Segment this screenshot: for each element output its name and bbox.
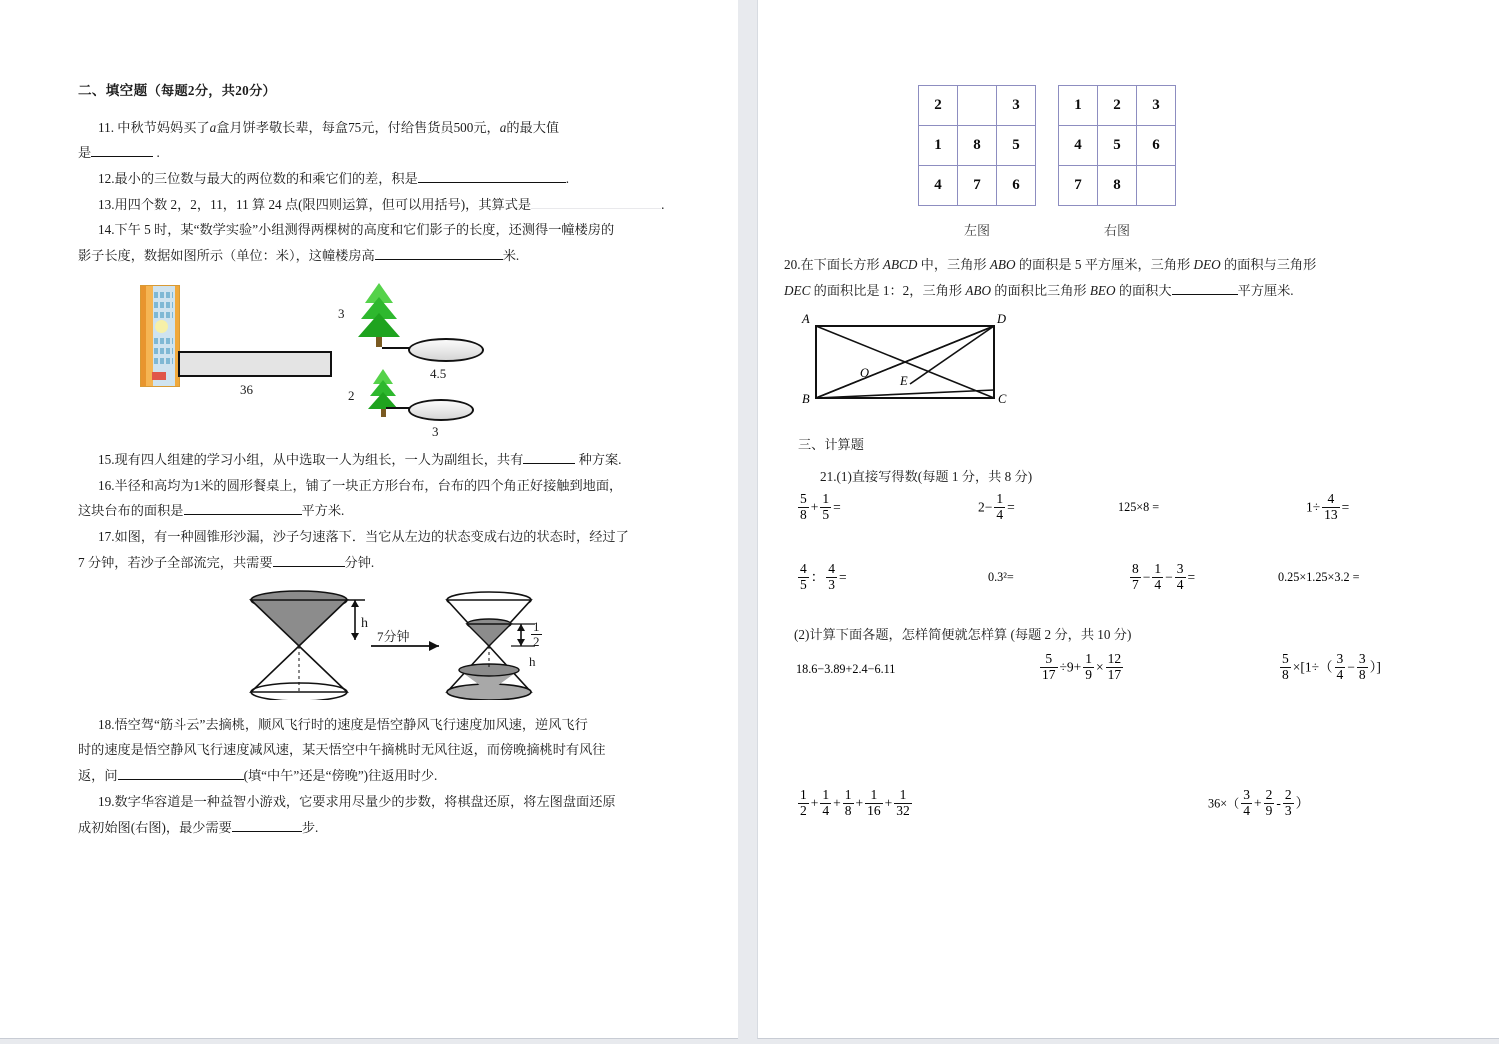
point-label-C: C	[998, 392, 1007, 406]
e12-bn: 1	[996, 491, 1004, 506]
e33-an: 5	[1282, 651, 1289, 666]
section3-title: 三、计算题	[798, 437, 864, 452]
e23-op2: −	[1165, 569, 1173, 585]
point-label-B: B	[802, 392, 810, 406]
e23-an: 8	[1132, 561, 1139, 576]
expr-2-1	[796, 562, 847, 592]
expr-2-2: 0.3²=	[988, 570, 1014, 584]
e12-op: −	[984, 499, 993, 515]
q20-abo-1: ABO	[989, 257, 1016, 272]
e33-tail: ）]	[1369, 659, 1381, 675]
point-label-O: O	[860, 366, 870, 380]
expr-3-3	[1278, 652, 1381, 682]
cell-0-1[interactable]	[958, 86, 997, 126]
q11-text-d: 元，	[473, 119, 500, 135]
q20-e: 的面积比是 1：2，三角形	[810, 282, 966, 298]
page-left	[0, 0, 738, 1039]
e41-op1: +	[810, 795, 819, 811]
e41-n3: 1	[844, 787, 852, 802]
right-height-den: 2	[533, 633, 540, 649]
q11-answer-blank[interactable]	[91, 156, 153, 157]
question-17	[78, 524, 698, 575]
q11-line2-a: 是	[78, 145, 92, 161]
tree1-height-label: 3	[338, 305, 345, 321]
e33-ad: 8	[1282, 666, 1289, 682]
e42-ad: 4	[1243, 802, 1250, 818]
q18-num: 18.	[98, 716, 115, 732]
e11-ad: 8	[800, 506, 807, 522]
e14-lead: 1	[1306, 499, 1313, 515]
e41-n2: 1	[822, 787, 830, 802]
rcell-0-0[interactable]: 1	[1059, 86, 1098, 126]
e32-cd: 17	[1107, 666, 1122, 682]
building-shadow-bar	[178, 351, 332, 377]
tree2-height-label: 2	[348, 387, 355, 403]
q16-line2-a: 这块台布的面积是	[78, 503, 184, 519]
q18-line2: 时的速度是悟空静风飞行速度减风速，某天悟空中午摘桃时无风往返，而傍晚摘桃时有风往	[78, 742, 606, 758]
e41-op2: +	[833, 795, 841, 811]
q12-answer-blank[interactable]	[418, 182, 566, 183]
q14-line1: 下午 5 时，某“数学实验”小组测得两棵树的高度和它们影子的长度，还测得一幢楼房的	[114, 222, 615, 238]
question-12	[78, 166, 698, 192]
q16-answer-blank[interactable]	[184, 514, 302, 515]
figure-hourglass-cones	[243, 588, 543, 698]
e21-bd: 3	[828, 576, 835, 592]
q13-num: 13.	[98, 196, 115, 212]
right-height-unit: h	[529, 653, 536, 669]
q15-answer-blank[interactable]	[523, 463, 575, 464]
e42-cn: 2	[1284, 787, 1292, 802]
puzzle-grid-left-wrapper	[918, 85, 1036, 239]
e41-d5: 32	[896, 802, 910, 818]
q20-answer-blank[interactable]	[1172, 294, 1238, 295]
q16-num: 16.	[98, 477, 115, 493]
expr-1-4	[1306, 492, 1349, 522]
e32-bd: 9	[1085, 666, 1093, 682]
e42-op2: -	[1276, 795, 1281, 811]
q19-line2-b: 步.	[301, 819, 319, 835]
q17-line2-a: 7 分钟，若沙子全部流完，共需要	[78, 554, 273, 570]
q20-dec: DEC	[784, 282, 811, 298]
section-heading-calculation	[798, 432, 1478, 489]
e33-cn: 3	[1358, 651, 1366, 666]
puzzle-left-caption: 左图	[963, 223, 990, 238]
rcell-2-0[interactable]: 7	[1059, 166, 1098, 206]
hourglass-arrow-label: 7分钟	[377, 628, 410, 644]
q12-text-b: .	[565, 170, 570, 186]
cell-2-2[interactable]: 6	[997, 166, 1036, 206]
e33-bd: 4	[1336, 666, 1344, 682]
q20-d: 的面积与三角形	[1220, 257, 1317, 272]
e42-bn: 2	[1265, 787, 1273, 802]
expr-1-3: 125×8 =	[1118, 500, 1160, 514]
expr-1-1	[796, 492, 841, 522]
point-label-D: D	[997, 312, 1007, 326]
rcell-2-1[interactable]: 8	[1098, 166, 1137, 206]
q19-line2-a: 成初始图(右图)，最少需要	[78, 819, 232, 835]
q20-h: 平方厘米.	[1237, 282, 1294, 298]
q17-answer-blank[interactable]	[273, 566, 345, 567]
e32-mid: ÷9+	[1059, 659, 1082, 675]
rcell-2-2[interactable]	[1137, 166, 1176, 206]
q20-beo: BEO	[1089, 282, 1116, 298]
e23-bn: 1	[1154, 561, 1162, 576]
e11-eq: =	[833, 499, 841, 515]
q17-line2-b: 分钟.	[344, 554, 375, 570]
point-label-A: A	[802, 312, 810, 326]
q17-num: 17.	[98, 529, 115, 545]
e41-n4: 1	[870, 787, 878, 802]
q21-part2-heading: (2)计算下面各题，怎样简便就怎样算 (每题 2 分，共 10 分)	[794, 627, 1132, 642]
e41-d1: 2	[800, 802, 807, 818]
q17-line1: 如图，有一种圆锥形沙漏，沙子匀速落下．当它从左边的状态变成右边的状态时，经过了	[114, 529, 629, 545]
q18-line3-a: 返，问	[78, 768, 118, 784]
q13-text-b: .	[661, 196, 665, 212]
e11-bd: 5	[822, 506, 830, 522]
e41-d2: 4	[822, 802, 830, 818]
expr-3-2	[1038, 652, 1125, 682]
figure-rectangle-abcd	[798, 312, 1023, 417]
e42-tail: ）	[1295, 795, 1310, 811]
q18-line1: 悟空驾“筋斗云”去摘桃，顺风飞行时的速度是悟空静风飞行速度加风速，逆风飞行	[114, 716, 588, 732]
rcell-0-1[interactable]: 2	[1098, 86, 1137, 126]
e32-op: ×	[1096, 659, 1104, 675]
expr-4-1	[796, 788, 914, 818]
rcell-1-1[interactable]: 5	[1098, 126, 1137, 166]
q19-answer-blank[interactable]	[232, 831, 302, 832]
rcell-0-2[interactable]: 3	[1137, 86, 1176, 126]
q11-num-500: 500	[453, 119, 474, 135]
puzzle-grid-right-wrapper	[1058, 85, 1176, 239]
e32-bn: 1	[1085, 651, 1093, 666]
q12-num: 12.	[98, 170, 115, 186]
e33-mid: ×[1÷（	[1292, 659, 1333, 675]
left-column	[78, 78, 698, 840]
right-height-num: 1	[533, 618, 540, 634]
cell-2-0[interactable]: 4	[919, 166, 958, 206]
e21-eq: =	[839, 569, 847, 585]
q14-answer-blank[interactable]	[375, 259, 503, 260]
cell-1-1[interactable]: 8	[958, 126, 997, 166]
q20-a: 20.在下面长方形	[784, 257, 883, 272]
e11-an: 5	[800, 491, 807, 506]
e23-cd: 4	[1176, 576, 1184, 592]
q11-text-e: 的最大值	[506, 119, 560, 135]
e41-n5: 1	[899, 787, 907, 802]
section-heading-score: （每题2分，共20分）	[147, 83, 277, 98]
tree2-shadow-label: 3	[432, 423, 439, 439]
e42-cd: 3	[1284, 802, 1292, 818]
q15-text-a: 现有四人组建的学习小组，从中选取一人为组长，一人为副组长，共有	[114, 451, 524, 467]
q11-text-c: 元，付给售货员	[361, 119, 454, 135]
q19-num: 19.	[98, 793, 115, 809]
figure-building-trees-shadows	[140, 283, 540, 439]
e23-cn: 3	[1176, 561, 1184, 576]
e21-op: ：	[810, 569, 825, 585]
e21-an: 4	[800, 561, 807, 576]
q20-b: 中，三角形	[917, 257, 990, 272]
cell-2-1[interactable]: 7	[958, 166, 997, 206]
q14-line2-a: 影子长度，数据如图所示（单位：米），这幢楼房高	[78, 248, 375, 264]
question-14	[78, 217, 698, 268]
expr-2-3	[1128, 562, 1195, 592]
q20-abo-2: ABO	[965, 282, 991, 298]
expr-3-1: 18.6−3.89+2.4−6.11	[796, 662, 896, 676]
e41-op3: +	[855, 795, 864, 811]
e14-bn: 4	[1327, 491, 1335, 506]
q11-line2-b: .	[156, 145, 160, 161]
e32-an: 5	[1045, 651, 1053, 666]
q11-text-a: 中秋节妈妈买了	[117, 119, 210, 135]
puzzle-grid-left[interactable]	[918, 85, 1036, 206]
e21-ad: 5	[800, 576, 807, 592]
rcell-1-0[interactable]: 4	[1059, 126, 1098, 166]
e32-cn: 12	[1107, 651, 1122, 666]
rectangle-abcd-svg	[798, 312, 1023, 417]
q21-part1-heading: 21.(1)直接写得数(每题 1 分，共 8 分)	[820, 468, 1033, 484]
q12-text-a: 最小的三位数与最大的两位数的和乘它们的差，积是	[114, 170, 418, 186]
q19-line1: 数字华容道是一种益智小游戏，它要求用尽量少的步数，将棋盘还原，将左图盘面还原	[114, 793, 616, 809]
q11-num: 11.	[98, 119, 114, 135]
e12-bd: 4	[996, 506, 1004, 522]
q11-var-a2: a	[499, 119, 507, 135]
expr-2-4: 0.25×1.25×3.2 =	[1278, 570, 1360, 584]
e23-ad: 7	[1132, 576, 1139, 592]
e33-bn: 3	[1336, 651, 1344, 666]
e32-ad: 17	[1042, 666, 1056, 682]
e41-d3: 8	[844, 802, 852, 818]
q15-text-b: 种方案.	[578, 451, 622, 467]
q11-text-b: 盒月饼孝敬长辈，每盒	[216, 119, 349, 135]
building-icon	[140, 285, 180, 387]
question-13	[78, 192, 698, 218]
e42-op1: +	[1254, 795, 1262, 811]
q13-text-a: 用四个数 2，2，11，11 算 24 点(限四则运算，但可以用括号)，其算式是	[114, 196, 532, 212]
e11-bn: 1	[822, 491, 830, 506]
q11-num-75: 75	[348, 119, 362, 135]
section-heading-label: 二、填空题	[78, 83, 148, 98]
q15-num: 15.	[98, 451, 115, 467]
e41-op4: +	[884, 795, 893, 811]
q11-var-a1: a	[209, 119, 217, 135]
e23-bd: 4	[1154, 576, 1162, 592]
expr-4-2	[1208, 788, 1309, 818]
e12-lead: 2	[978, 499, 985, 515]
e21-bn: 4	[828, 561, 835, 576]
q16-line2-b: 平方米.	[301, 503, 345, 519]
q20-g: 的面积大	[1115, 282, 1172, 298]
q20-deo: DEO	[1193, 257, 1221, 272]
question-16	[78, 473, 698, 524]
expr-1-2	[978, 492, 1015, 522]
e41-d4: 16	[867, 802, 881, 818]
e12-eq: =	[1007, 499, 1015, 515]
e33-op: −	[1347, 659, 1355, 675]
q14-num: 14.	[98, 222, 115, 238]
q20-f: 的面积比三角形	[990, 282, 1090, 298]
hourglass-right-height-label	[529, 620, 544, 674]
q14-line2-b: 米.	[502, 248, 520, 264]
q20-abcd: ABCD	[882, 257, 918, 272]
tree1-shadow-ellipse	[408, 338, 484, 362]
e14-eq: =	[1341, 499, 1350, 515]
e42-lead: 36×（	[1208, 796, 1240, 811]
e23-op1: −	[1142, 569, 1151, 585]
e14-bd: 13	[1324, 506, 1338, 522]
e42-bd: 9	[1265, 802, 1273, 818]
cell-0-0[interactable]: 2	[919, 86, 958, 126]
puzzle-right-caption: 右图	[1103, 223, 1130, 238]
tree1-shadow-label: 4.5	[430, 365, 447, 381]
e11-op: +	[810, 499, 819, 515]
cell-0-2[interactable]: 3	[997, 86, 1036, 126]
e41-n1: 1	[800, 787, 807, 802]
question-18	[78, 712, 698, 789]
hourglass-left-height-label: h	[361, 615, 368, 631]
building-shadow-label: 36	[240, 381, 253, 397]
q20-c: 的面积是 5 平方厘米，三角形	[1015, 257, 1194, 272]
rcell-1-2[interactable]: 6	[1137, 126, 1176, 166]
e23-eq: =	[1187, 569, 1196, 585]
question-15	[78, 447, 698, 473]
e33-cd: 8	[1358, 666, 1366, 682]
question-20	[784, 252, 1484, 303]
q13-answer-blank[interactable]	[531, 208, 661, 209]
question-11	[78, 115, 698, 166]
cell-1-2[interactable]: 5	[997, 126, 1036, 166]
puzzle-grid-right[interactable]	[1058, 85, 1176, 206]
question-19	[78, 789, 698, 840]
cell-1-0[interactable]: 1	[919, 126, 958, 166]
page-right	[757, 0, 1499, 1039]
q18-answer-blank[interactable]	[118, 779, 244, 780]
e14-op: ÷	[1312, 499, 1321, 515]
q16-line1: 半径和高均为1米的圆形餐桌上，铺了一块正方形台布，台布的四个角正好接触到地面，	[114, 477, 623, 493]
point-label-E: E	[900, 374, 908, 388]
building-sun-decoration	[155, 320, 168, 333]
tree2-shadow-ellipse	[408, 399, 474, 421]
e42-an: 3	[1243, 787, 1250, 802]
q18-line3-b: (填“中午”还是“傍晚”)往返用时少.	[243, 768, 438, 784]
section-heading-fill-in-blank	[78, 78, 698, 105]
